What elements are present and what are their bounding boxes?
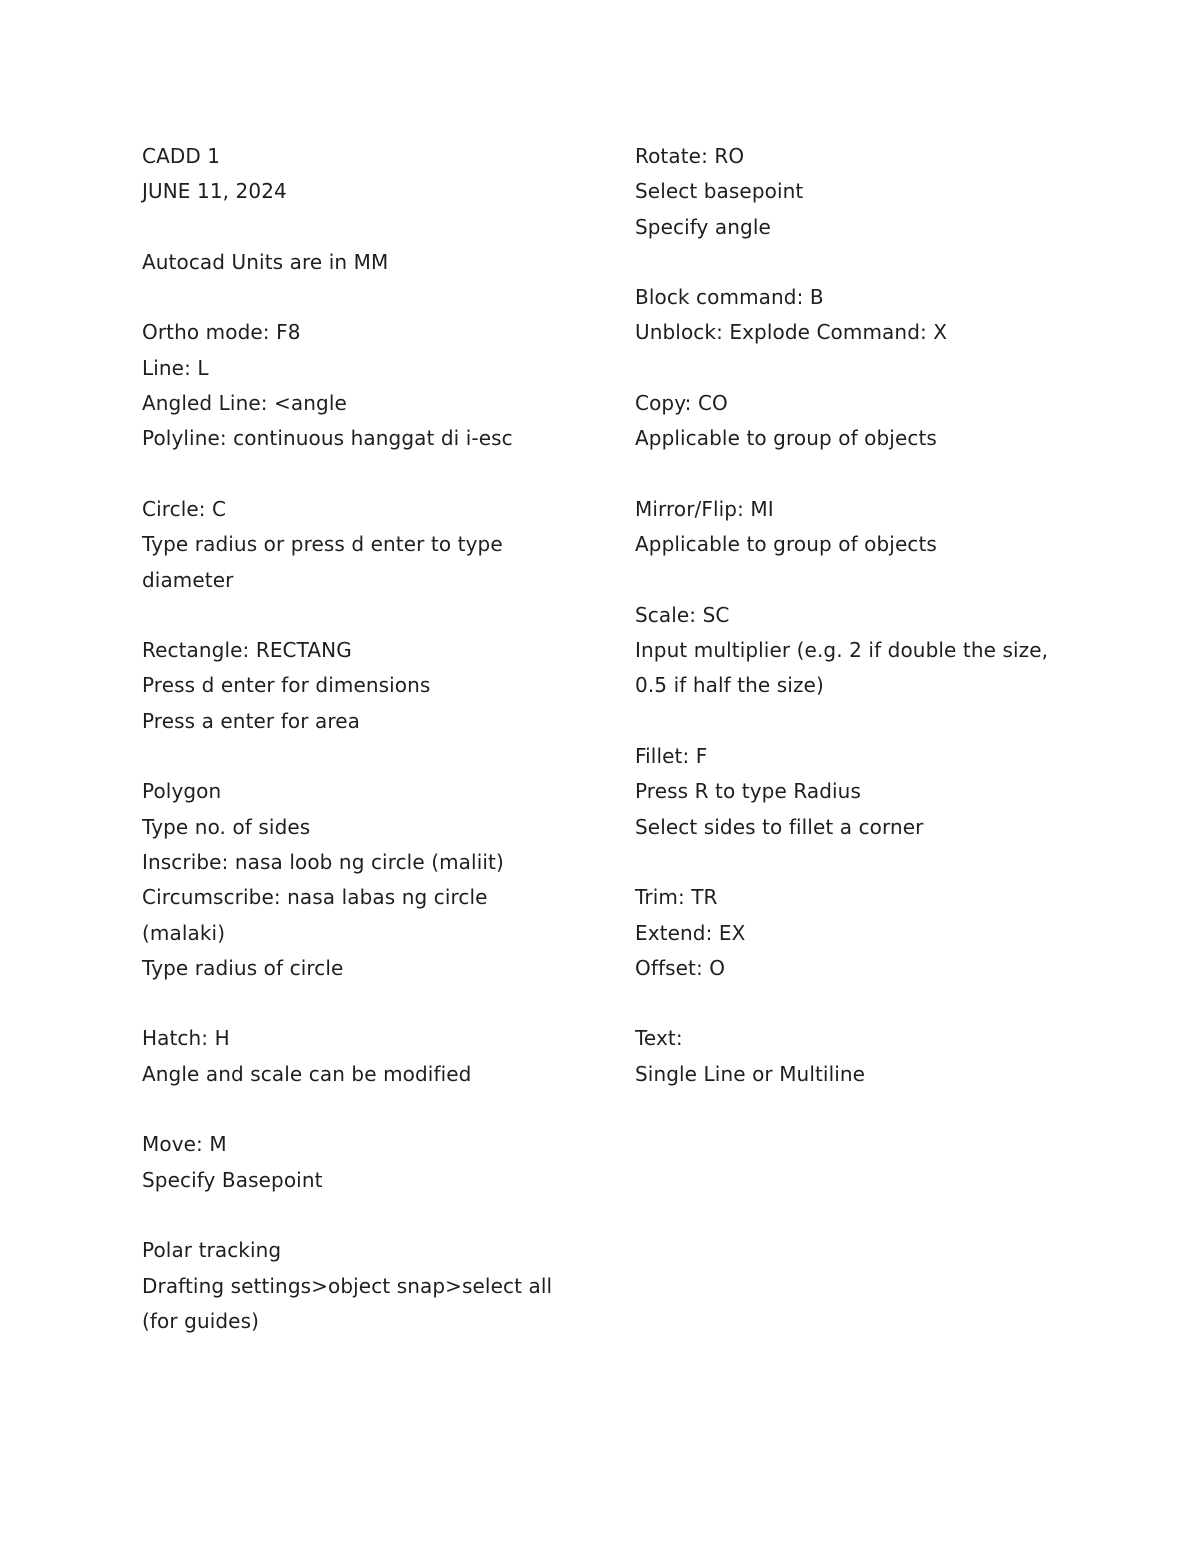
left-text-line: Specify Basepoint bbox=[142, 1167, 323, 1192]
right-text-line: Fillet: F bbox=[635, 744, 708, 769]
right-text-line: Trim: TR bbox=[635, 885, 718, 910]
left-text-line: Drafting settings>object snap>select all bbox=[142, 1273, 553, 1298]
left-text-line: Move: M bbox=[142, 1132, 227, 1157]
right-spacer bbox=[635, 351, 1105, 386]
left-text-line: Polyline: continuous hanggat di i-esc bbox=[142, 426, 513, 451]
right-text-line: Press R to type Radius bbox=[635, 779, 861, 804]
right-text-line: Select basepoint bbox=[635, 179, 804, 204]
left-spacer bbox=[142, 1092, 602, 1127]
left-spacer bbox=[142, 1198, 602, 1233]
right-text-line: Single Line or Multiline bbox=[635, 1061, 866, 1086]
left-spacer bbox=[142, 210, 602, 245]
left-spacer bbox=[142, 598, 602, 633]
left-text-line: Line: L bbox=[142, 355, 209, 380]
right-text-line: 0.5 if half the size) bbox=[635, 673, 824, 698]
left-spacer bbox=[142, 457, 602, 492]
right-spacer bbox=[635, 845, 1105, 880]
right-text-line: Extend: EX bbox=[635, 920, 746, 945]
right-text-line: Select sides to fillet a corner bbox=[635, 814, 924, 839]
left-spacer bbox=[142, 739, 602, 774]
left-text-line: Angle and scale can be modified bbox=[142, 1061, 472, 1086]
left-text-line: Type no. of sides bbox=[142, 814, 311, 839]
left-text-line: Type radius or press d enter to type bbox=[142, 532, 503, 557]
right-text-line: Input multiplier (e.g. 2 if double the size, bbox=[635, 638, 1049, 663]
notes-right-column bbox=[635, 139, 1105, 1092]
right-text-line: Specify angle bbox=[635, 214, 771, 239]
left-text-line: Press a enter for area bbox=[142, 708, 360, 733]
right-text-line: Applicable to group of objects bbox=[635, 532, 937, 557]
left-text-line: Ortho mode: F8 bbox=[142, 320, 301, 345]
left-text-line: Press d enter for dimensions bbox=[142, 673, 431, 698]
left-text-line: Autocad Units are in MM bbox=[142, 249, 389, 274]
right-spacer bbox=[635, 563, 1105, 598]
left-text-line: Polygon bbox=[142, 779, 222, 804]
left-text-line: Polar tracking bbox=[142, 1238, 282, 1263]
left-text-line: Type radius of circle bbox=[142, 955, 344, 980]
right-spacer bbox=[635, 986, 1105, 1021]
left-text-line: Angled Line: <angle bbox=[142, 391, 347, 416]
right-spacer bbox=[635, 457, 1105, 492]
left-spacer bbox=[142, 986, 602, 1021]
right-text-line: Text: bbox=[635, 1026, 683, 1051]
left-text-line: CADD 1 bbox=[142, 144, 221, 168]
left-text-line: (malaki) bbox=[142, 920, 226, 945]
left-text-line: Inscribe: nasa loob ng circle (maliit) bbox=[142, 849, 504, 874]
right-text-line: Mirror/Flip: MI bbox=[635, 496, 774, 521]
right-text-line: Offset: O bbox=[635, 955, 726, 980]
left-text-line: Circumscribe: nasa labas ng circle bbox=[142, 885, 488, 910]
right-spacer bbox=[635, 245, 1105, 280]
left-text-line: (for guides) bbox=[142, 1308, 260, 1333]
left-text-line: Hatch: H bbox=[142, 1026, 230, 1051]
right-text-line: Applicable to group of objects bbox=[635, 426, 937, 451]
left-text-line: diameter bbox=[142, 567, 234, 592]
notes-left-column bbox=[142, 139, 602, 1339]
left-text-line: Circle: C bbox=[142, 496, 227, 521]
right-text-line: Scale: SC bbox=[635, 602, 730, 627]
left-spacer bbox=[142, 280, 602, 315]
right-text-line: Block command: B bbox=[635, 285, 824, 310]
right-text-line: Unblock: Explode Command: X bbox=[635, 320, 948, 345]
right-text-line: Rotate: RO bbox=[635, 144, 745, 168]
right-spacer bbox=[635, 704, 1105, 739]
right-text-line: Copy: CO bbox=[635, 391, 728, 416]
left-text-line: Rectangle: RECTANG bbox=[142, 638, 352, 663]
left-text-line: JUNE 11, 2024 bbox=[142, 179, 287, 204]
